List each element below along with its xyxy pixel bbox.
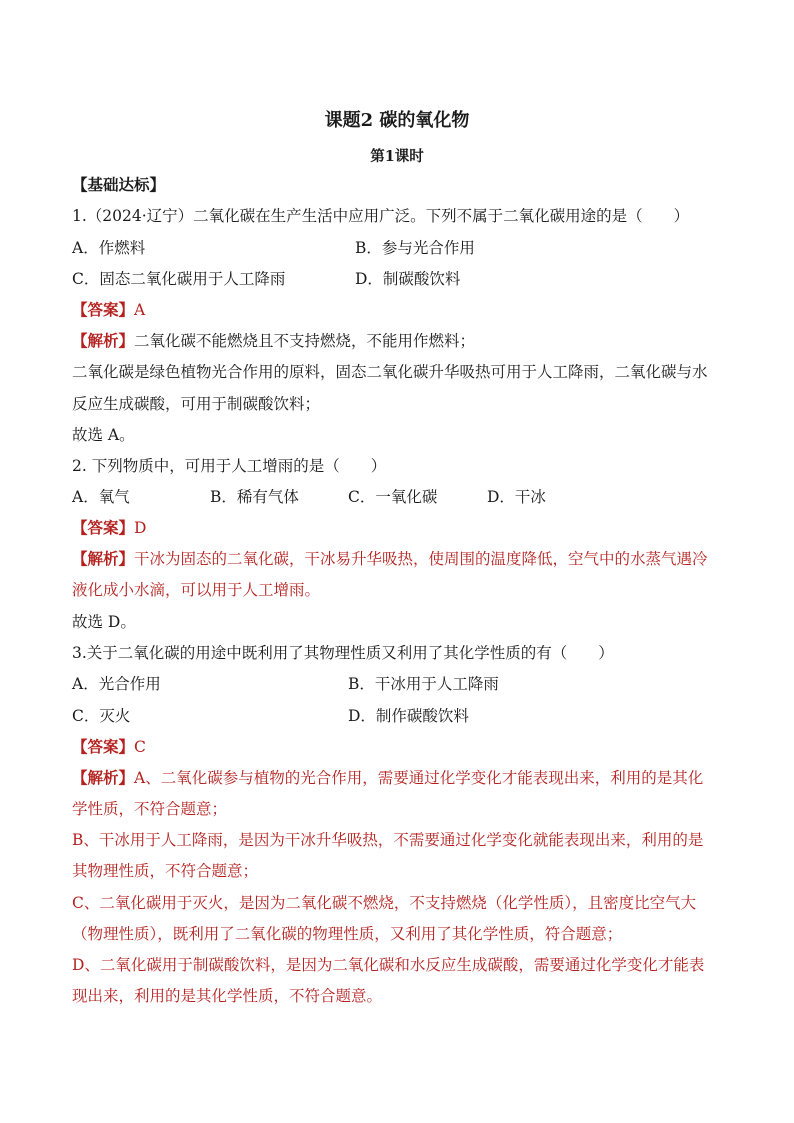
q3-analysis-text-8: 现出来，利用的是其化学性质，不符合题意。 (72, 987, 383, 1005)
q1-analysis-label: 【解析】 (72, 331, 135, 350)
q2-analysis-text-2: 液化成小水滴，可以用于人工增雨。 (72, 581, 321, 599)
q3-option-a: A．光合作用 (72, 675, 161, 693)
q2-option-d: D．干冰 (487, 488, 546, 506)
page-subtitle: 第1课时 (370, 148, 424, 165)
section-heading: 【基础达标】 (72, 175, 166, 194)
q2-option-b: B．稀有气体 (210, 488, 299, 506)
q1-analysis-text-1: 二氧化碳不能燃烧且不支持燃烧，不能用作燃料； (134, 332, 476, 350)
q3-analysis-text-4: 其物理性质，不符合题意； (72, 862, 259, 880)
q2-option-c: C．一氧化碳 (348, 488, 438, 506)
q3-answer-value: C (134, 738, 146, 756)
q3-option-c: C．灭火 (72, 707, 131, 725)
q3-analysis-text-3: B、干冰用于人工降雨，是因为干冰升华吸热，不需要通过化学变化就能表现出来，利用的是 (72, 831, 704, 849)
q2-analysis-label: 【解析】 (72, 549, 135, 568)
q3-analysis-label: 【解析】 (72, 768, 135, 787)
q3-answer (72, 737, 146, 757)
q2-answer-value: D (134, 519, 147, 537)
q1-analysis (72, 331, 475, 351)
q1-analysis-text-2: 二氧化碳是绿色植物光合作用的原料，固态二氧化碳升华吸热可用于人工降雨，二氧化碳与水 (72, 363, 708, 381)
q1-answer (72, 300, 145, 320)
q1-option-c: C．固态二氧化碳用于人工降雨 (72, 270, 286, 288)
q1-option-d: D．制碳酸饮料 (355, 270, 461, 288)
q1-stem: 1.（2024·辽宁）二氧化碳在生产生活中应用广泛。下列不属于二氧化碳用途的是（ ） (72, 207, 690, 225)
q3-analysis (72, 768, 703, 788)
q3-answer-label: 【答案】 (72, 737, 135, 756)
q3-stem: 3.关于二氧化碳的用途中既利用了其物理性质又利用了其化学性质的有（ ） (72, 644, 614, 662)
q1-answer-label: 【答案】 (72, 300, 135, 319)
q1-answer-value: A (134, 301, 146, 319)
page-title: 课题2 碳的氧化物 (324, 110, 470, 131)
q3-analysis-text-1: A、二氧化碳参与植物的光合作用，需要通过化学变化才能表现出来，利用的是其化 (134, 769, 704, 787)
q2-analysis-text-1: 干冰为固态的二氧化碳，干冰易升华吸热，使周围的温度降低，空气中的水蒸气遇冷 (134, 550, 708, 568)
q3-option-b: B．干冰用于人工降雨 (348, 675, 499, 693)
q3-option-d: D．制作碳酸饮料 (348, 707, 469, 725)
q3-analysis-text-7: D、二氧化碳用于制碳酸饮料，是因为二氧化碳和水反应生成碳酸，需要通过化学变化才能表 (72, 956, 705, 974)
q2-conclusion: 故选 D。 (72, 613, 136, 631)
q2-answer (72, 518, 146, 538)
q2-answer-label: 【答案】 (72, 518, 135, 537)
q1-option-b: B．参与光合作用 (355, 239, 475, 257)
q2-analysis (72, 549, 708, 569)
q2-option-a: A．氧气 (72, 488, 130, 506)
q2-stem: 2. 下列物质中，可用于人工增雨的是（ ） (72, 457, 387, 475)
q1-analysis-text-3: 反应生成碳酸，可用于制碳酸饮料； (72, 395, 321, 413)
q3-analysis-text-5: C、二氧化碳用于灭火，是因为二氧化碳不燃烧，不支持燃烧（化学性质），且密度比空气大 (72, 894, 697, 912)
q3-analysis-text-2: 学性质，不符合题意； (72, 800, 228, 818)
q1-conclusion: 故选 A。 (72, 426, 135, 444)
q1-option-a: A．作燃料 (72, 239, 146, 257)
q3-analysis-text-6: （物理性质），既利用了二氧化碳的物理性质，又利用了其化学性质，符合题意； (72, 925, 623, 943)
